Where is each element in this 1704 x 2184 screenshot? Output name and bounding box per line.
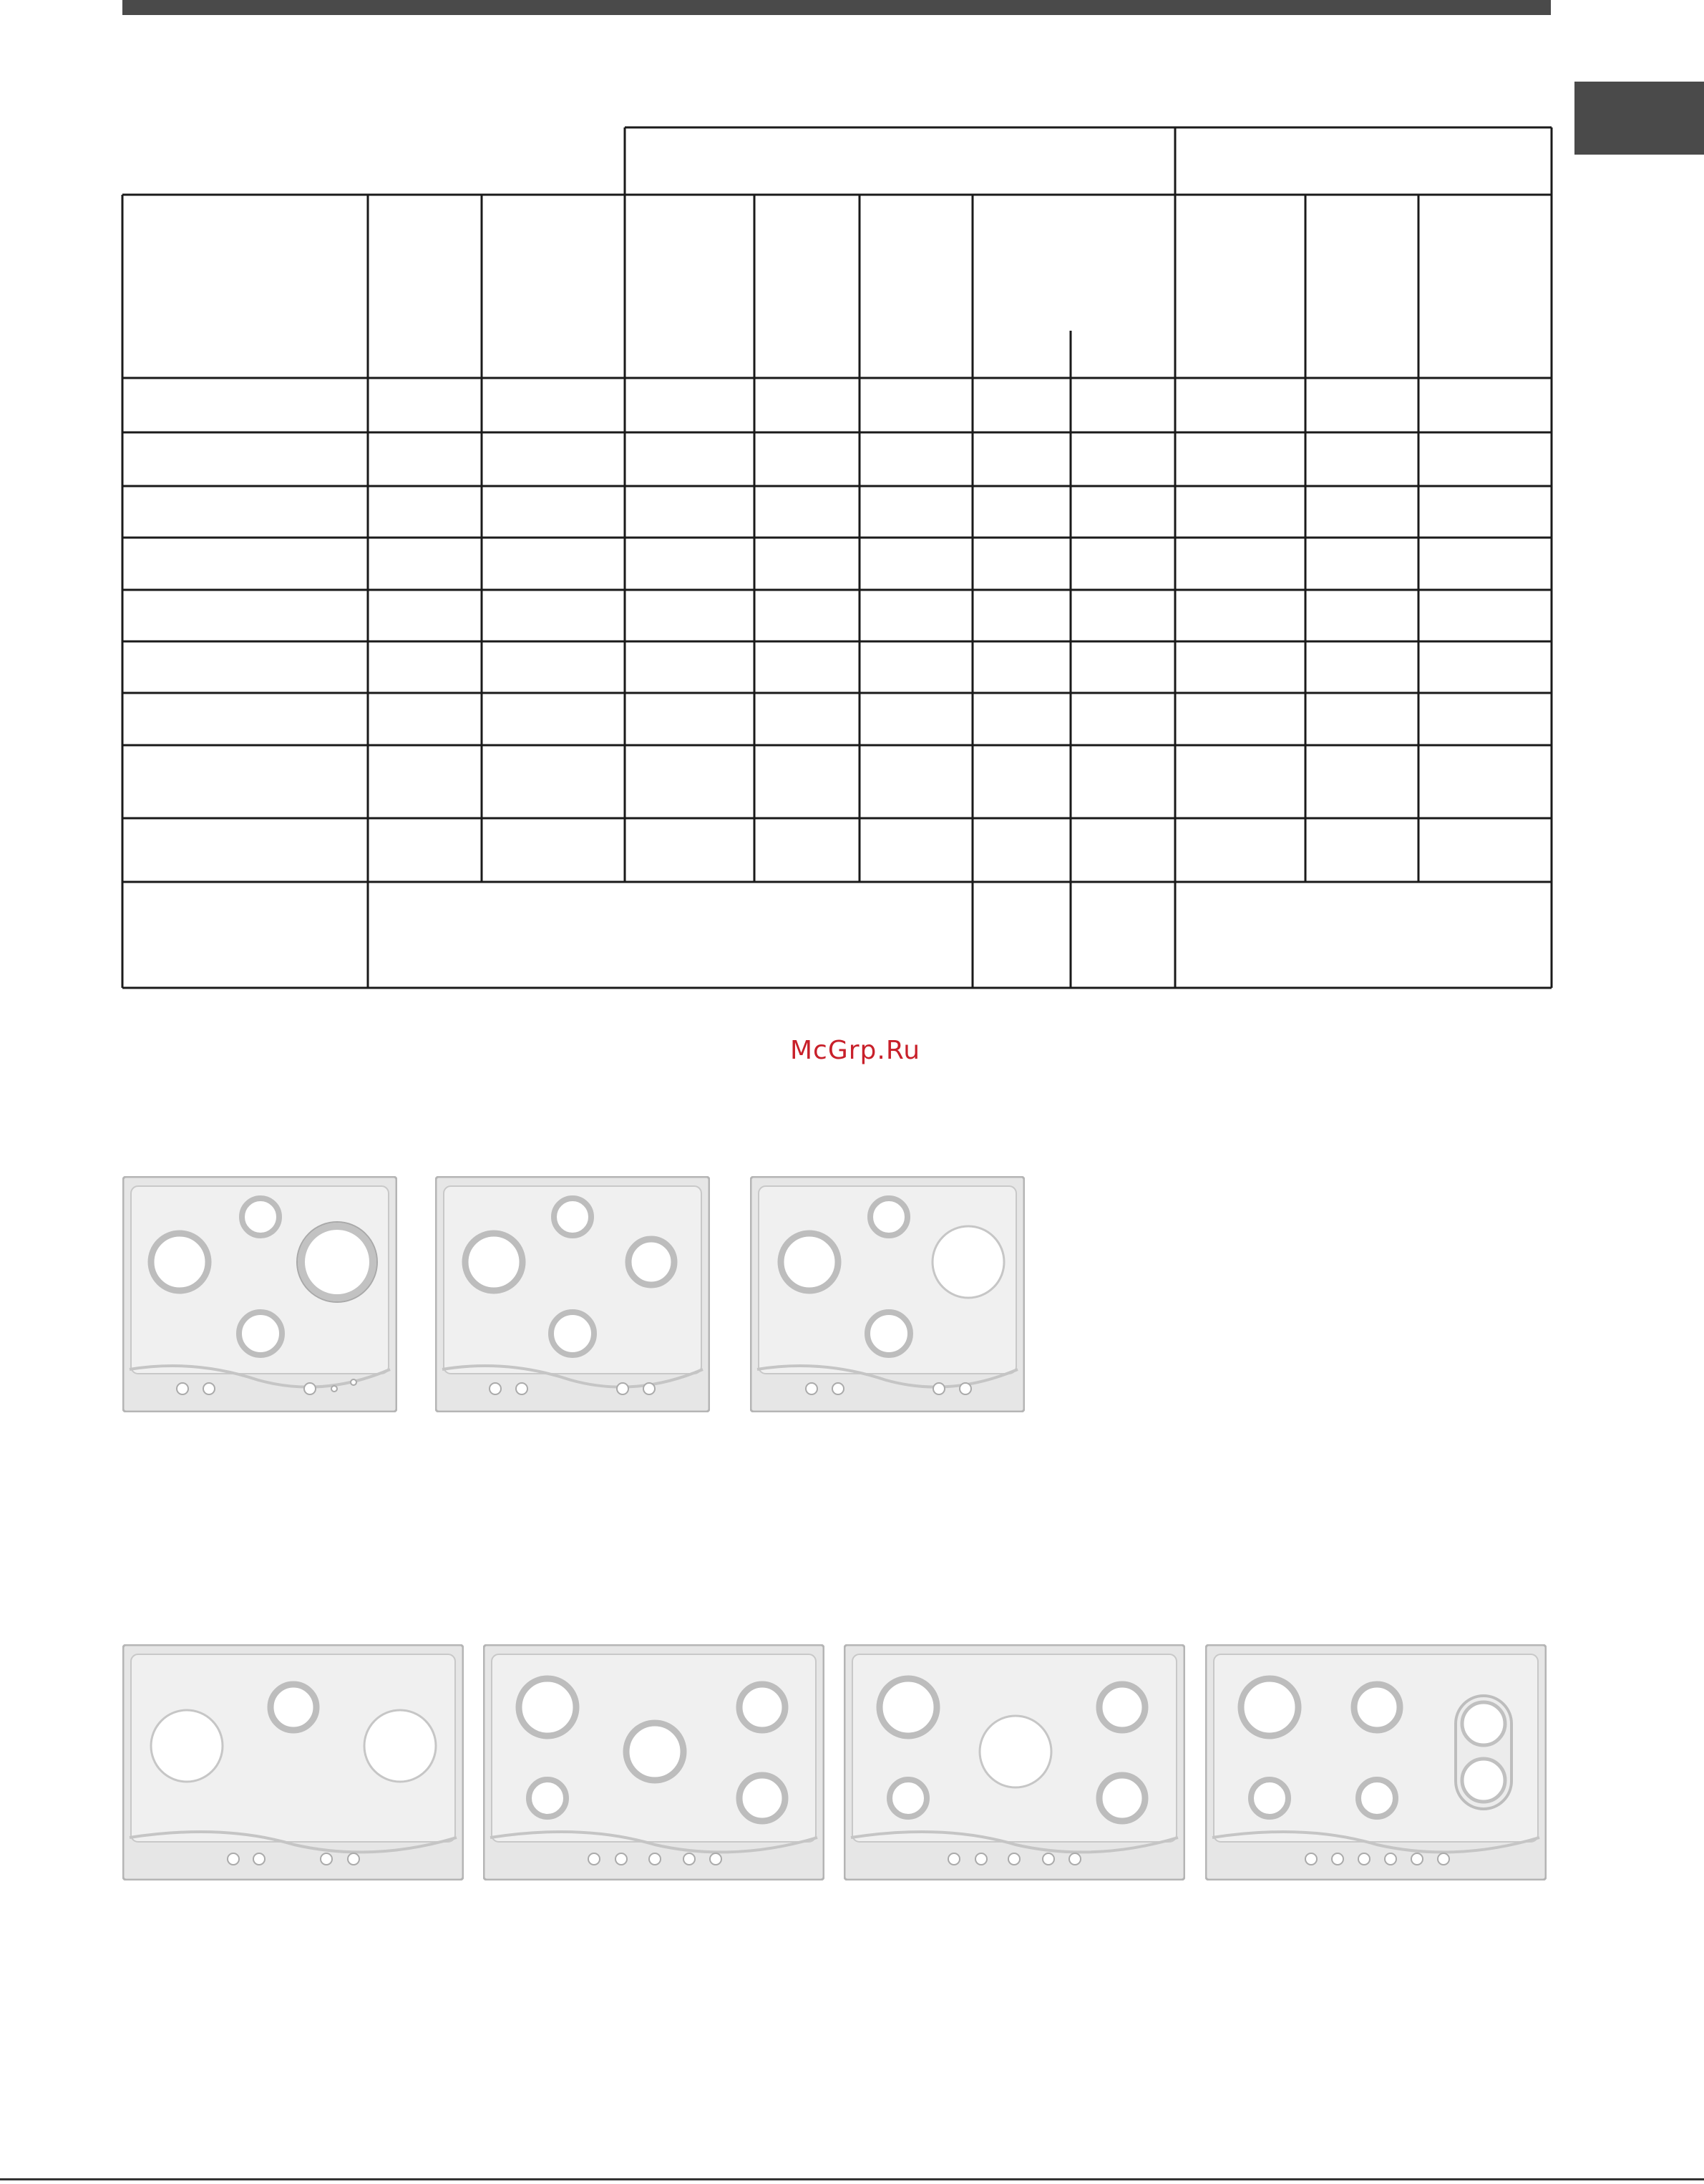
hob-illustration-7	[1205, 1644, 1547, 1880]
specification-table	[0, 0, 1704, 1002]
footer-rule	[0, 2178, 1704, 2180]
hob-illustration-2	[435, 1176, 710, 1412]
hob-illustration-1	[122, 1176, 397, 1412]
table-grid	[122, 127, 1552, 988]
hob-illustration-3	[750, 1176, 1025, 1412]
hob-illustration-6	[844, 1644, 1185, 1880]
watermark-text: McGrp.Ru	[789, 1036, 921, 1065]
hob-illustration-5	[483, 1644, 824, 1880]
hob-illustration-4	[122, 1644, 464, 1880]
